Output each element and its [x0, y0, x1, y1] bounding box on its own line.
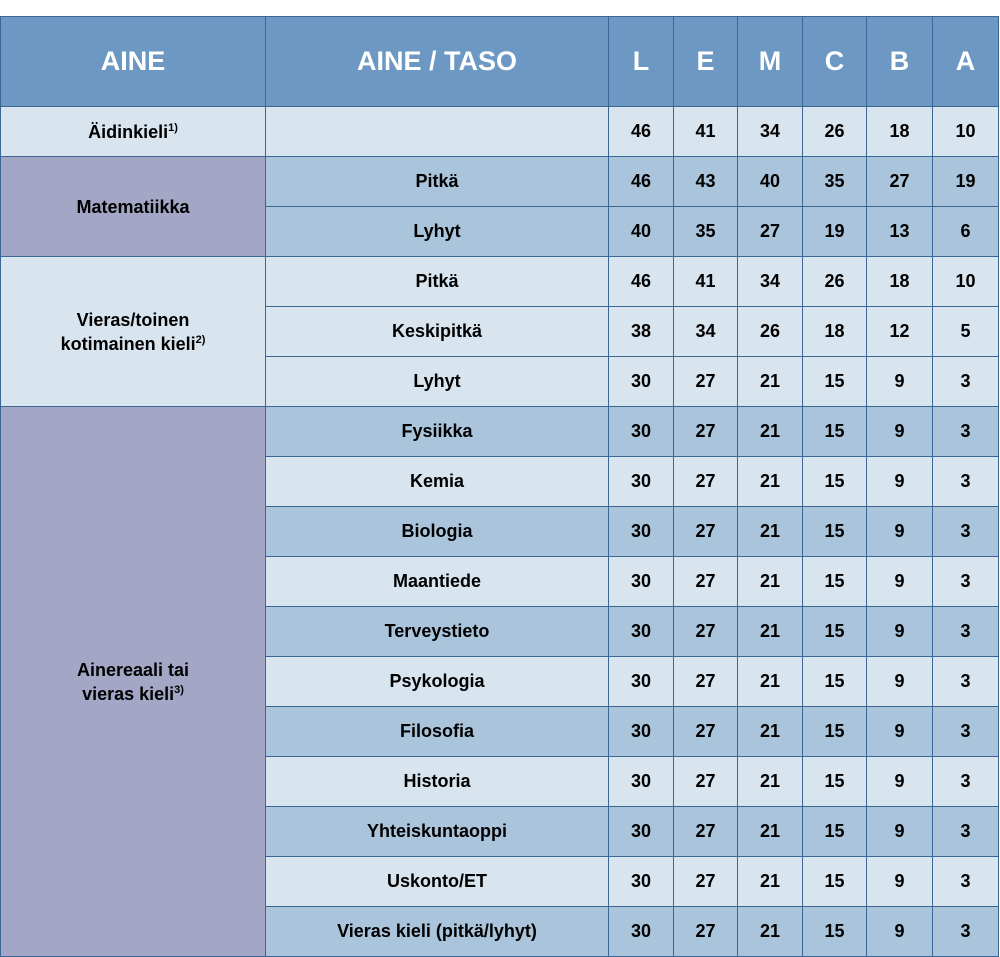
grade-cell: 27	[674, 557, 738, 607]
grade-cell: 30	[609, 557, 674, 607]
grade-cell: 27	[674, 857, 738, 907]
header-aine-taso: AINE / TASO	[266, 17, 609, 107]
grade-cell: 27	[674, 357, 738, 407]
level-cell: Uskonto/ET	[266, 857, 609, 907]
header-grade-m: M	[738, 17, 803, 107]
grade-cell: 19	[933, 157, 999, 207]
grade-cell: 3	[933, 557, 999, 607]
grade-cell: 9	[867, 807, 933, 857]
grade-cell: 15	[803, 557, 867, 607]
level-cell: Biologia	[266, 507, 609, 557]
grade-cell: 26	[803, 107, 867, 157]
grade-cell: 21	[738, 507, 803, 557]
level-cell: Terveystieto	[266, 607, 609, 657]
grade-cell: 13	[867, 207, 933, 257]
grade-cell: 3	[933, 507, 999, 557]
header-grade-e: E	[674, 17, 738, 107]
grade-cell: 46	[609, 257, 674, 307]
grade-cell: 30	[609, 657, 674, 707]
grade-cell: 15	[803, 807, 867, 857]
group-vieras-toinen	[1, 257, 266, 407]
grade-cell: 9	[867, 657, 933, 707]
grade-cell: 15	[803, 757, 867, 807]
group-ainereaali	[1, 407, 266, 957]
grade-cell: 9	[867, 557, 933, 607]
grade-cell: 15	[803, 607, 867, 657]
grade-cell: 34	[738, 107, 803, 157]
grade-cell: 18	[867, 107, 933, 157]
grade-cell: 21	[738, 707, 803, 757]
level-cell	[266, 107, 609, 157]
level-cell: Lyhyt	[266, 357, 609, 407]
grade-cell: 27	[738, 207, 803, 257]
grade-cell: 27	[674, 657, 738, 707]
grade-cell: 15	[803, 457, 867, 507]
level-cell: Historia	[266, 757, 609, 807]
grade-cell: 15	[803, 407, 867, 457]
grade-cell: 30	[609, 357, 674, 407]
header-row	[1, 17, 999, 107]
grade-cell: 41	[674, 257, 738, 307]
grade-cell: 15	[803, 707, 867, 757]
grade-cell: 27	[674, 407, 738, 457]
grade-cell: 21	[738, 357, 803, 407]
header-grade-c: C	[803, 17, 867, 107]
group-label-line1: Ainereaali tai	[76, 659, 190, 680]
grade-cell: 30	[609, 457, 674, 507]
grade-cell: 27	[674, 907, 738, 957]
grade-cell: 38	[609, 307, 674, 357]
grade-cell: 27	[674, 707, 738, 757]
grade-cell: 30	[609, 907, 674, 957]
level-cell: Pitkä	[266, 257, 609, 307]
grade-cell: 9	[867, 857, 933, 907]
grade-cell: 3	[933, 407, 999, 457]
grade-cell: 30	[609, 757, 674, 807]
grade-cell: 9	[867, 757, 933, 807]
grade-cell: 9	[867, 907, 933, 957]
grade-cell: 41	[674, 107, 738, 157]
grade-cell: 21	[738, 907, 803, 957]
grade-cell: 12	[867, 307, 933, 357]
grade-cell: 10	[933, 107, 999, 157]
grade-cell: 3	[933, 607, 999, 657]
table-row	[1, 107, 999, 157]
grade-cell: 30	[609, 807, 674, 857]
grade-cell: 9	[867, 457, 933, 507]
grade-cell: 18	[867, 257, 933, 307]
grade-cell: 27	[674, 507, 738, 557]
grade-cell: 15	[803, 357, 867, 407]
grade-cell: 21	[738, 457, 803, 507]
grade-cell: 21	[738, 757, 803, 807]
grade-cell: 21	[738, 407, 803, 457]
grade-cell: 3	[933, 807, 999, 857]
table-row	[1, 157, 999, 207]
level-cell: Keskipitkä	[266, 307, 609, 357]
group-label: Äidinkieli	[88, 121, 169, 142]
grade-cell: 3	[933, 357, 999, 407]
grade-cell: 27	[674, 757, 738, 807]
grade-cell: 30	[609, 607, 674, 657]
grade-cell: 6	[933, 207, 999, 257]
level-cell: Pitkä	[266, 157, 609, 207]
level-cell: Kemia	[266, 457, 609, 507]
header-aine: AINE	[1, 17, 266, 107]
level-cell: Maantiede	[266, 557, 609, 607]
footnote-marker: 3)	[174, 683, 184, 696]
level-cell: Lyhyt	[266, 207, 609, 257]
grade-cell: 40	[738, 157, 803, 207]
level-cell: Psykologia	[266, 657, 609, 707]
header-grade-l: L	[609, 17, 674, 107]
footnote-marker: 2)	[195, 333, 206, 346]
grade-cell: 27	[674, 457, 738, 507]
grade-cell: 26	[803, 257, 867, 307]
level-cell: Vieras kieli (pitkä/lyhyt)	[266, 907, 609, 957]
grade-cell: 15	[803, 907, 867, 957]
grade-cell: 10	[933, 257, 999, 307]
grade-cell: 27	[674, 807, 738, 857]
grade-cell: 35	[803, 157, 867, 207]
grade-cell: 15	[803, 507, 867, 557]
grade-cell: 15	[803, 657, 867, 707]
level-cell: Filosofia	[266, 707, 609, 757]
grade-cell: 26	[738, 307, 803, 357]
grade-cell: 46	[609, 107, 674, 157]
grade-cell: 34	[674, 307, 738, 357]
grade-cell: 30	[609, 407, 674, 457]
group-label-line2: vieras kieli	[82, 683, 175, 704]
grade-cell: 9	[867, 507, 933, 557]
grade-cell: 46	[609, 157, 674, 207]
grade-cell: 15	[803, 857, 867, 907]
table-row	[1, 407, 999, 457]
grade-cell: 3	[933, 757, 999, 807]
grade-cell: 43	[674, 157, 738, 207]
group-aidinkieli	[1, 107, 266, 157]
grade-cell: 9	[867, 707, 933, 757]
grade-cell: 30	[609, 857, 674, 907]
grade-cell: 35	[674, 207, 738, 257]
grade-cell: 18	[803, 307, 867, 357]
grade-cell: 21	[738, 657, 803, 707]
group-label-line2: kotimainen kieli	[60, 333, 196, 354]
grade-cell: 21	[738, 807, 803, 857]
footnote-marker: 1)	[168, 121, 178, 134]
level-cell: Yhteiskuntaoppi	[266, 807, 609, 857]
header-grade-a: A	[933, 17, 999, 107]
grade-cell: 21	[738, 607, 803, 657]
grade-cell: 21	[738, 857, 803, 907]
group-label-line1: Vieras/toinen	[76, 309, 190, 330]
grade-cell: 27	[674, 607, 738, 657]
grade-cell: 9	[867, 357, 933, 407]
grade-cell: 27	[867, 157, 933, 207]
grade-cell: 3	[933, 657, 999, 707]
group-matematiikka: Matematiikka	[1, 157, 266, 257]
grade-cell: 19	[803, 207, 867, 257]
level-cell: Fysiikka	[266, 407, 609, 457]
grade-cell: 5	[933, 307, 999, 357]
grade-cell: 40	[609, 207, 674, 257]
grade-cell: 34	[738, 257, 803, 307]
grade-cell: 9	[867, 407, 933, 457]
grade-cell: 30	[609, 507, 674, 557]
grade-cell: 3	[933, 457, 999, 507]
grade-cell: 3	[933, 907, 999, 957]
grade-cell: 9	[867, 607, 933, 657]
header-grade-b: B	[867, 17, 933, 107]
grade-cell: 3	[933, 857, 999, 907]
grade-limits-table	[0, 16, 999, 957]
grade-cell: 30	[609, 707, 674, 757]
table-row	[1, 257, 999, 307]
grade-cell: 3	[933, 707, 999, 757]
grade-cell: 21	[738, 557, 803, 607]
